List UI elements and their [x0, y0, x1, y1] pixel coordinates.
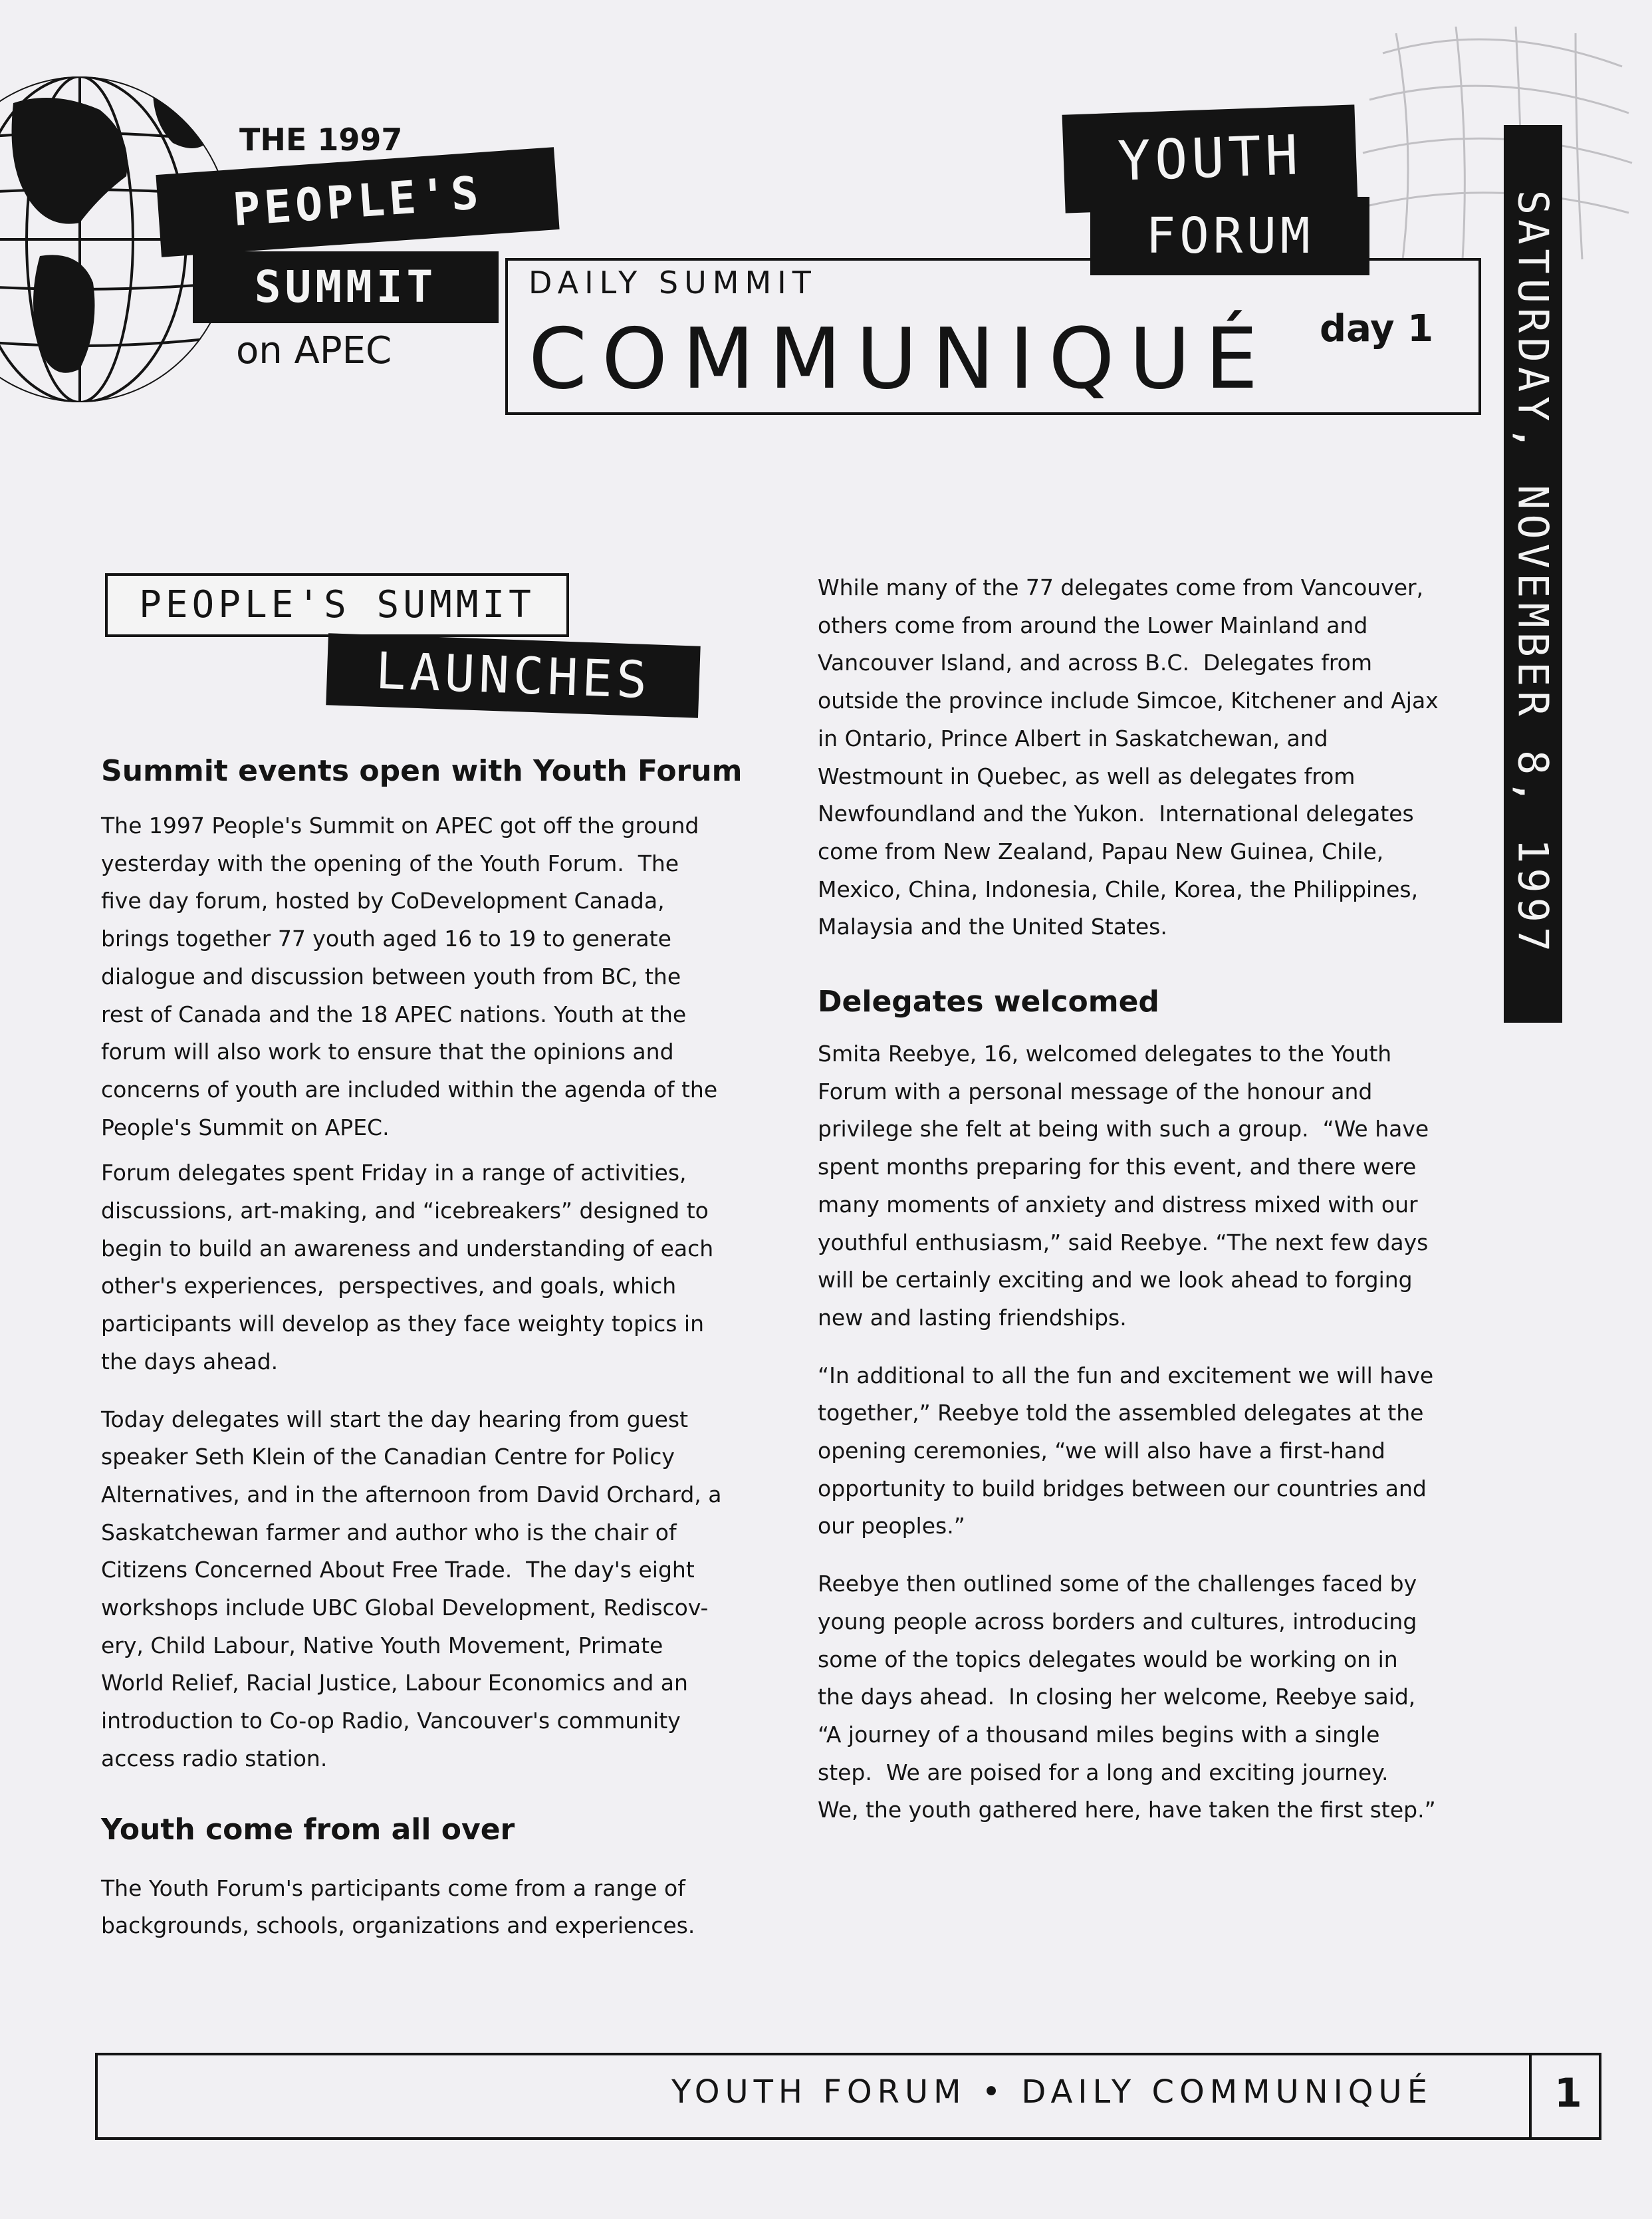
text-line: access radio station.: [101, 1745, 328, 1771]
day-number: day 1: [1320, 307, 1434, 350]
text-line: the days ahead.: [101, 1348, 279, 1374]
communique-title: COMMUNIQUÉ: [529, 310, 1273, 408]
date-sidebar-text: SATURDAY, NOVEMBER 8, 1997: [1508, 190, 1558, 957]
text-line: Westmount in Quebec, as well as delegates from: [818, 763, 1356, 789]
text-line: The Youth Forum's participants come from a range of: [101, 1875, 685, 1901]
subheading-delegates-welcomed: Delegates welcomed: [818, 985, 1159, 1019]
footer-divider: [1529, 2055, 1532, 2137]
text-line: Vancouver Island, and across B.C. Delegates from: [818, 650, 1373, 676]
text-line: Saskatchewan farmer and author who is the chair of: [101, 1519, 677, 1545]
text-line: new and lasting friendships.: [818, 1304, 1127, 1331]
text-line: yesterday with the opening of the Youth Forum. The: [101, 850, 679, 876]
text-line: rest of Canada and the 18 APEC nations. Youth at the: [101, 1001, 687, 1027]
youth-label: YOUTH: [1062, 104, 1358, 213]
masthead-kicker: THE 1997: [239, 122, 403, 158]
text-line: Citizens Concerned About Free Trade. The day's eight: [101, 1557, 695, 1583]
text-line: backgrounds, schools, organizations and experiences.: [101, 1912, 695, 1939]
text-line: in Ontario, Prince Albert in Saskatchewan, and: [818, 725, 1328, 751]
text-line: Alternatives, and in the afternoon from David Orchard, a: [101, 1481, 722, 1507]
text-line: brings together 77 youth aged 16 to 19 to generate: [101, 926, 671, 952]
text-line: opportunity to build bridges between our countries and: [818, 1475, 1427, 1501]
text-line: discussions, art-making, and “icebreakers” designed to: [101, 1198, 709, 1224]
text-line: many moments of anxiety and distress mixed with our: [818, 1191, 1418, 1218]
text-line: World Relief, Racial Justice, Labour Economics and an: [101, 1670, 688, 1696]
text-line: five day forum, hosted by CoDevelopment Canada,: [101, 888, 665, 914]
text-line: together,” Reebye told the assembled delegates at the: [818, 1400, 1424, 1426]
text-line: introduction to Co-op Radio, Vancouver's community: [101, 1708, 681, 1734]
text-line: The 1997 People's Summit on APEC got off the ground: [101, 813, 699, 839]
text-line: Newfoundland and the Yukon. International delegates: [818, 801, 1414, 827]
paragraph: [818, 569, 1476, 946]
text-line: We, the youth gathered here, have taken the first step.”: [818, 1797, 1436, 1823]
text-line: Reebye then outlined some of the challenges faced by: [818, 1571, 1417, 1597]
text-line: Malaysia and the United States.: [818, 914, 1167, 940]
text-line: begin to build an awareness and understanding of each: [101, 1235, 714, 1261]
text-line: “In additional to all the fun and excitement we will have: [818, 1362, 1434, 1388]
text-line: youthful enthusiasm,” said Reebye. “The next few days: [818, 1229, 1429, 1255]
text-line: concerns of youth are included within the agenda of the: [101, 1076, 718, 1103]
paragraph: [101, 1870, 746, 1945]
text-line: others come from around the Lower Mainland and: [818, 612, 1368, 638]
text-line: come from New Zealand, Papau New Guinea, Chile,: [818, 838, 1384, 864]
text-line: People's Summit on APEC.: [101, 1114, 390, 1140]
text-line: young people across borders and cultures, introducing: [818, 1608, 1417, 1634]
left-column: [101, 751, 746, 1945]
text-line: the days ahead. In closing her welcome, Reebye said,: [818, 1684, 1416, 1710]
peoples-label: PEOPLE'S: [156, 147, 559, 257]
text-line: Mexico, China, Indonesia, Chile, Korea, the Philippines,: [818, 876, 1419, 902]
text-line: While many of the 77 delegates come from Vancouver,: [818, 575, 1424, 600]
subheading-youth-come: Youth come from all over: [101, 1812, 515, 1847]
paragraph: [101, 807, 746, 1146]
paragraph: [818, 1357, 1476, 1546]
text-line: will be certainly exciting and we look ahead to forging: [818, 1267, 1413, 1293]
text-line: forum will also work to ensure that the opinions and: [101, 1039, 674, 1065]
paragraph: [101, 1154, 746, 1380]
summit-label: SUMMIT: [193, 251, 499, 323]
page-number: 1: [1554, 2070, 1582, 2117]
text-line: “A journey of a thousand miles begins with a single: [818, 1721, 1380, 1748]
paragraph: [101, 1401, 746, 1778]
right-column: [818, 569, 1476, 1829]
text-line: Forum with a personal message of the honour and: [818, 1078, 1373, 1105]
on-apec-label: on APEC: [236, 329, 392, 372]
text-line: Smita Reebye, 16, welcomed delegates to the Youth: [818, 1041, 1392, 1067]
paragraph: [818, 1035, 1476, 1337]
text-line: our peoples.”: [818, 1513, 965, 1539]
headline-line2: LAUNCHES: [326, 633, 700, 718]
text-line: step. We are poised for a long and exciting journey.: [818, 1759, 1389, 1785]
forum-label: FORUM: [1090, 197, 1369, 275]
text-line: privilege she felt at being with such a group. “We have: [818, 1116, 1429, 1142]
text-line: participants will develop as they face weighty topics in: [101, 1311, 705, 1337]
text-line: spent months preparing for this event, and there were: [818, 1154, 1417, 1180]
text-line: Forum delegates spent Friday in a range of activities,: [101, 1160, 687, 1186]
paragraph: [818, 1565, 1476, 1829]
text-line: some of the topics delegates would be working on in: [818, 1646, 1398, 1672]
daily-summit-label: DAILY SUMMIT: [529, 265, 817, 301]
text-line: outside the province include Simcoe, Kitchener and Ajax: [818, 688, 1439, 714]
headline-line1: PEOPLE'S SUMMIT: [105, 573, 569, 637]
subheading-summit-events: Summit events open with Youth Forum: [101, 754, 743, 788]
text-line: workshops include UBC Global Development, Rediscov-: [101, 1595, 709, 1621]
text-line: speaker Seth Klein of the Canadian Centre for Policy: [101, 1444, 675, 1470]
text-line: ery, Child Labour, Native Youth Movement, Primate: [101, 1632, 663, 1658]
text-line: Today delegates will start the day hearing from guest: [101, 1406, 689, 1432]
text-line: dialogue and discussion between youth from BC, the: [101, 963, 681, 989]
footer-title: YOUTH FORUM • DAILY COMMUNIQUÉ: [671, 2073, 1433, 2111]
text-line: other's experiences, perspectives, and goals, which: [101, 1273, 677, 1299]
text-line: opening ceremonies, “we will also have a first-hand: [818, 1438, 1385, 1464]
